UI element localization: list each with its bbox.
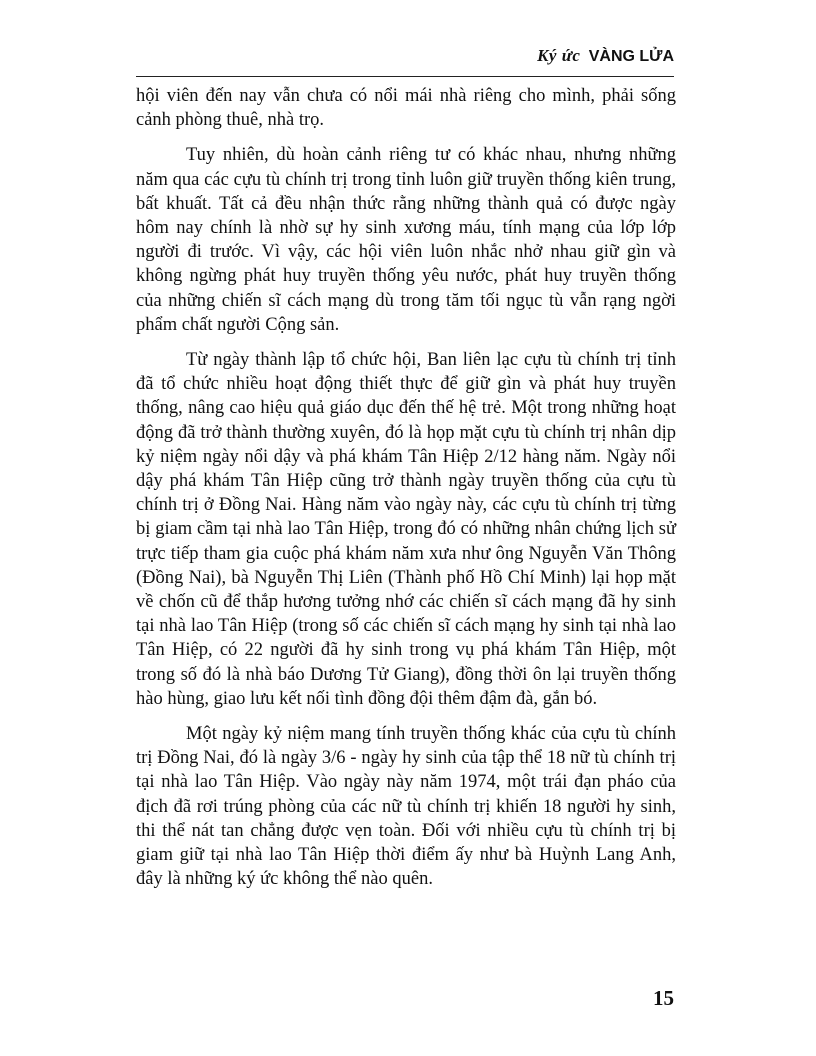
paragraph: Tuy nhiên, dù hoàn cảnh riêng tư có khác nhau, nhưng những năm qua các cựu tù chính trị trong tỉnh luôn giữ truyền thống kiên trung, bất khuất. Tất cả đều nhận thức rằng những thành quả có được ngày hôm nay chính là nhờ sự hy sinh xương máu, tính mạng của lớp lớp người đi trước. Vì vậy, các hội viên luôn nhắc nhở nhau giữ gìn và không ngừng phát huy truyền thống yêu nước, phát huy truyền thống của những chiến sĩ cách mạng dù trong tăm tối ngục tù vẫn rạng ngời phẩm chất người Cộng sản.: [136, 145, 676, 335]
paragraph: Một ngày kỷ niệm mang tính truyền thống khác của cựu tù chính trị Đồng Nai, đó là ngày 3/6 - ngày hy sinh của tập thể 18 nữ tù chính trị tại nhà lao Tân Hiệp. Vào ngày này năm 1974, một trái đạn pháo của địch đã rơi trúng phòng của các nữ tù chính trị khiến 18 người hy sinh, thi thể nát tan chẳng được vẹn toàn. Đối với nhiều cựu tù chính trị bị giam giữ tại nhà lao Tân Hiệp thời điểm ấy như bà Huỳnh Lang Anh, đây là những ký ức không thể nào quên.: [136, 724, 676, 890]
header-rule: [136, 76, 674, 77]
running-head-title: VÀNG LỬA: [588, 48, 674, 65]
paragraph-continued: hội viên đến nay vẫn chưa có nổi mái nhà riêng cho mình, phải sống cảnh phòng thuê, nhà trọ.: [136, 86, 676, 131]
body-text: [136, 84, 676, 903]
running-head: [537, 46, 674, 66]
paragraph: Từ ngày thành lập tổ chức hội, Ban liên lạc cựu tù chính trị tỉnh đã tổ chức nhiều hoạt động thiết thực để giữ gìn và phát huy truyền thống, nâng cao hiệu quả giáo dục đến thế hệ trẻ. Một trong những hoạt động đã trở thành thường xuyên, đó là họp mặt cựu tù chính trị nhân dịp kỷ niệm ngày nổi dậy và phá khám Tân Hiệp 2/12 hàng năm. Ngày nổi dậy phá khám Tân Hiệp cũng trở thành ngày truyền thống của cựu tù chính trị ở Đồng Nai. Hàng năm vào ngày này, các cựu tù chính trị từng bị giam cầm tại nhà lao Tân Hiệp, trong đó có những nhân chứng lịch sử trực tiếp tham gia cuộc phá khám năm xưa như ông Nguyễn Văn Thông (Đồng Nai), bà Nguyễn Thị Liên (Thành phố Hồ Chí Minh) lại họp mặt về chốn cũ để thắp hương tưởng nhớ các chiến sĩ cách mạng đã hy sinh tại nhà lao Tân Hiệp (trong số các chiến sĩ cách mạng hy sinh tại nhà lao Tân Hiệp, có 22 người đã hy sinh trong vụ phá khám Tân Hiệp, một trong số đó là nhà báo Dương Tử Giang), đồng thời ôn lại truyền thống hào hùng, giao lưu kết nối tình đồng đội thêm đậm đà, gắn bó.: [136, 350, 676, 709]
page-number: 15: [653, 986, 674, 1010]
running-head-italic: Ký ức: [537, 46, 581, 65]
